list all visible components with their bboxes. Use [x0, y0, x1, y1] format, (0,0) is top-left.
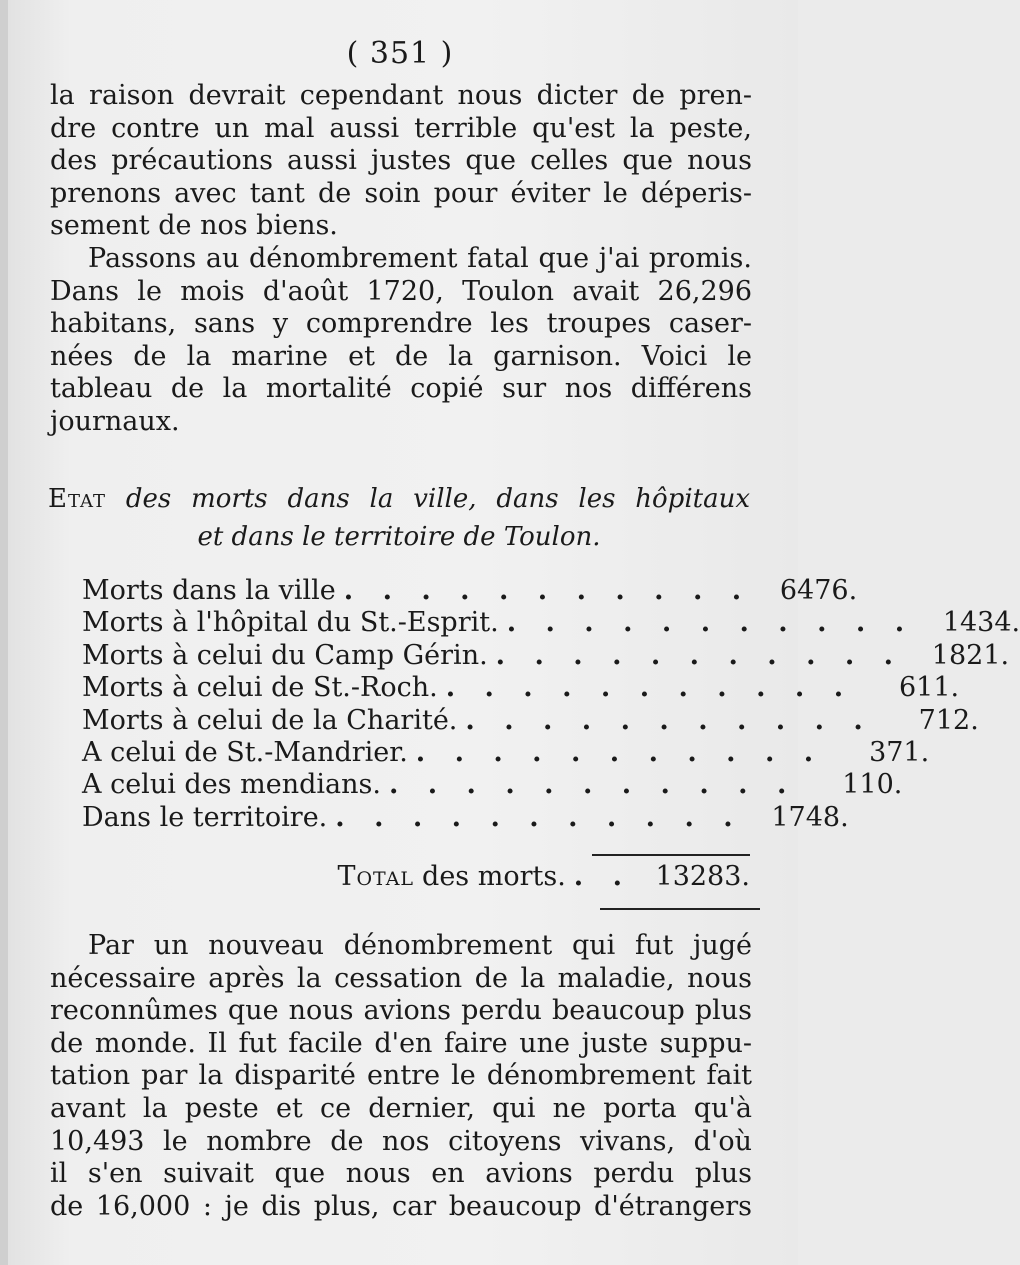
page-number: ( 351 )	[346, 36, 454, 71]
text-line: Passons au dénombrement fatal que j'ai promis.	[88, 243, 752, 274]
text-line: nécessaire après la cessation de la maladie, nous	[50, 962, 752, 994]
row-value: 1434.	[942, 607, 1020, 639]
table-row	[82, 607, 1020, 639]
table-row	[82, 672, 960, 704]
total-row	[82, 860, 750, 894]
heading-rest: des morts dans la ville, dans les hôpitaux	[125, 484, 750, 514]
row-label: Morts à l'hôpital du St.-Esprit.	[82, 607, 499, 639]
text-line: Par un nouveau dénombrement qui fut jugé	[88, 930, 752, 961]
leader-dots: . .	[573, 861, 632, 892]
row-label: Morts à celui de St.-Roch.	[82, 672, 438, 704]
leader-dots: . . . . . . . . . . .	[506, 607, 915, 639]
leader-dots: . . . . . . . . . . .	[495, 639, 904, 671]
heading-line-2: et dans le territoire de Toulon.	[197, 522, 601, 552]
heading-smallcaps: Etat	[48, 484, 107, 514]
table-heading	[48, 480, 750, 556]
leader-dots: . . . . . . . . . . .	[343, 575, 752, 606]
table-row	[82, 801, 849, 834]
text-line: journaux.	[50, 405, 180, 437]
row-label: Morts à celui du Camp Gérin.	[82, 639, 488, 671]
text-line: la raison devrait cependant nous dicter de pren-	[50, 80, 752, 111]
leader-dots: . . . . . . . . . . .	[415, 736, 824, 768]
table-row	[82, 575, 858, 607]
text-line: dre contre un mal aussi terrible qu'est la peste,	[50, 112, 752, 144]
text-line: de monde. Il fut facile d'en faire une juste suppu-	[50, 1027, 752, 1059]
text-line: de 16,000 : je dis plus, car beaucoup d'étrangers	[50, 1190, 752, 1222]
row-label: Morts à celui de la Charité.	[82, 704, 458, 736]
table-row	[82, 639, 1010, 672]
total-label: des morts.	[422, 861, 566, 892]
text-line: nées de la marine et de la garnison. Voici le	[50, 340, 752, 372]
text-line: Dans le mois d'août 1720, Toulon avait 26,296	[50, 275, 752, 307]
row-value: 712.	[918, 704, 979, 736]
leader-dots: . . . . . . . . . . .	[388, 769, 797, 801]
closing-rule	[600, 908, 760, 910]
table-row	[82, 704, 979, 737]
row-value: 1748.	[771, 801, 849, 833]
table-row	[82, 736, 930, 769]
page-edge	[0, 0, 8, 1265]
leader-dots: . . . . . . . . . . .	[335, 801, 743, 833]
row-value: 611.	[898, 672, 960, 704]
row-value: 110.	[842, 769, 903, 801]
text-line: il s'en suivait que nous en avions perdu plus	[50, 1158, 752, 1190]
row-label: Dans le territoire.	[82, 801, 328, 833]
row-label: A celui des mendians.	[82, 769, 381, 801]
leader-dots: . . . . . . . . . . .	[445, 672, 854, 704]
mortality-table	[82, 575, 1020, 834]
row-label: A celui de St.-Mandrier.	[82, 736, 408, 768]
heading-line-1	[48, 480, 750, 518]
text-line: 10,493 le nombre de nos citoyens vivans, d'où	[50, 1125, 752, 1157]
text-line: habitans, sans y comprendre les troupes caser-	[50, 308, 752, 340]
table-row	[82, 769, 903, 801]
text-line: tation par la disparité entre le dénombrement fait	[50, 1060, 752, 1092]
row-value: 1821.	[931, 639, 1010, 671]
text-line: des précautions aussi justes que celles que nous	[50, 145, 752, 177]
total-value: 13283.	[655, 861, 750, 892]
leader-dots: . . . . . . . . . . .	[465, 704, 873, 736]
row-value: 371.	[869, 736, 930, 768]
text-line: tableau de la mortalité copié sur nos différens	[50, 373, 752, 405]
total-label-smallcaps: Total	[337, 861, 415, 892]
row-label: Morts dans la ville	[82, 575, 336, 606]
paragraph-3	[50, 930, 752, 1223]
row-value: 6476.	[779, 575, 858, 606]
total-rule	[592, 854, 750, 856]
paragraph-2	[50, 243, 752, 439]
text-line: reconnûmes que nous avions perdu beaucoup plus	[50, 995, 752, 1027]
text-line: prenons avec tant de soin pour éviter le déperis-	[50, 177, 752, 209]
text-line: avant la peste et ce dernier, qui ne porta qu'à	[50, 1092, 752, 1124]
text-line: sement de nos biens.	[50, 210, 338, 242]
paragraph-1	[50, 80, 752, 243]
